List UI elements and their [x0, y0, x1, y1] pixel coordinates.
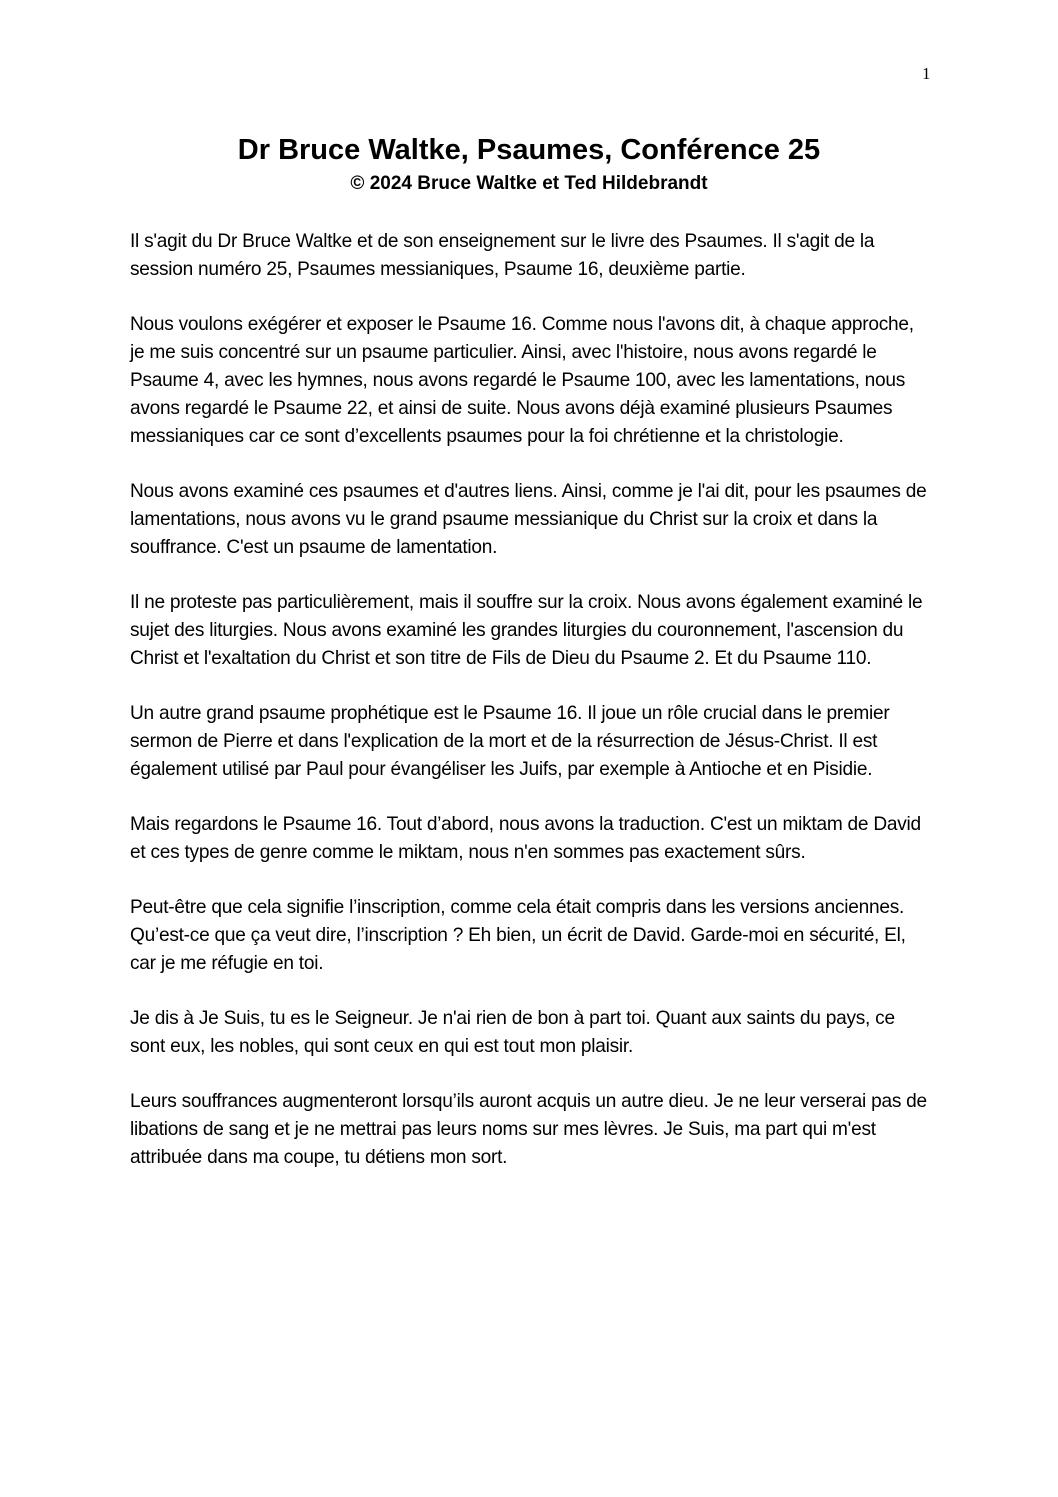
paragraph-8: Je dis à Je Suis, tu es le Seigneur. Je n'ai rien de bon à part toi. Quant aux saints du pays, ce sont eux, les nobles, qui sont ceux en qui est tout mon plaisir. [130, 1008, 895, 1057]
paragraph-3: Nous avons examiné ces psaumes et d'autres liens. Ainsi, comme je l'ai dit, pour les psaumes de lamentations, nous avons vu le grand psaume messianique du Christ sur la croix et dans la souffrance. C'est un psaume de lamentation. [130, 481, 927, 558]
document-title: Dr Bruce Waltke, Psaumes, Conférence 25 [237, 134, 821, 166]
copyright-line: © 2024 Bruce Waltke et Ted Hildebrandt [350, 173, 708, 194]
paragraph-6: Mais regardons le Psaume 16. Tout d’abord, nous avons la traduction. C'est un miktam de David et ces types de genre comme le miktam, nous n'en sommes pas exactement sûrs. [130, 814, 921, 863]
paragraph-1: Il s'agit du Dr Bruce Waltke et de son enseignement sur le livre des Psaumes. Il s'agit de la session numéro 25, Psaumes messianiques, Psaume 16, deuxième partie. [130, 231, 875, 280]
paragraph-7: Peut-être que cela signifie l’inscription, comme cela était compris dans les versions anciennes. Qu’est-ce que ça veut dire, l’inscription ? Eh bien, un écrit de David. Garde-moi en sécurité, El, car je me réfugie en toi. [130, 897, 906, 974]
paragraph-9: Leurs souffrances augmenteront lorsqu’ils auront acquis un autre dieu. Je ne leur verserai pas de libations de sang et je ne mettrai pas leurs noms sur mes lèvres. Je Suis, ma part qui m'est attribuée dans ma coupe, tu détiens mon sort. [130, 1091, 927, 1168]
page-number: 1 [922, 64, 931, 83]
paragraph-4: Il ne proteste pas particulièrement, mais il souffre sur la croix. Nous avons également examiné le sujet des liturgies. Nous avons examiné les grandes liturgies du couronnement, l'ascension du Christ et l'exaltation du Christ et son titre de Fils de Dieu du Psaume 2. Et du Psaume 110. [130, 592, 923, 669]
paragraph-2: Nous voulons exégérer et exposer le Psaume 16. Comme nous l'avons dit, à chaque approche, je me suis concentré sur un psaume particulier. Ainsi, avec l'histoire, nous avons regardé le Psaume 4, avec les hymnes, nous avons regardé le Psaume 100, avec les lamentations, nous avons regardé le Psaume 22, et ainsi de suite. Nous avons déjà examiné plusieurs Psaumes messianiques car ce sont d’excellents psaumes pour la foi chrétienne et la christologie. [130, 314, 914, 447]
document-body [130, 228, 930, 1199]
paragraph-5: Un autre grand psaume prophétique est le Psaume 16. Il joue un rôle crucial dans le premier sermon de Pierre et dans l'explication de la mort et de la résurrection de Jésus-Christ. Il est également utilisé par Paul pour évangéliser les Juifs, par exemple à Antioche et en Pisidie. [130, 703, 890, 780]
